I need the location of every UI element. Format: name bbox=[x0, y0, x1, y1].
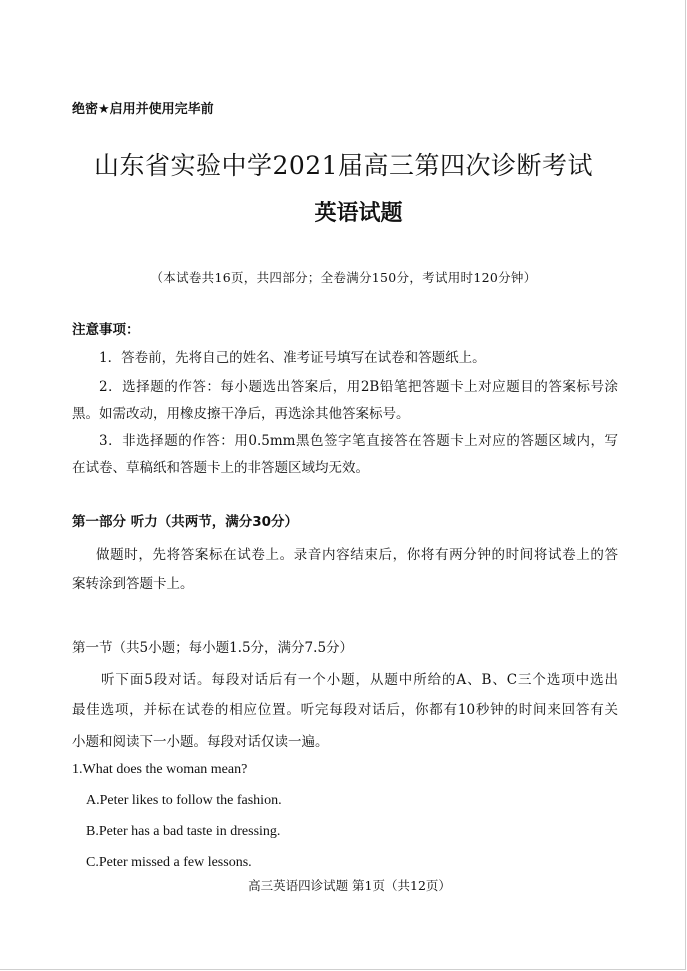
note-item-3-line-1: 3．非选择题的作答：用0.5mm黑色签字笔直接答在答题卡上对应的答题区域内，写 bbox=[99, 433, 618, 449]
note-item-2-line-1: 2．选择题的作答：每小题选出答案后，用2B铅笔把答题卡上对应题目的答案标号涂 bbox=[99, 379, 618, 395]
section1-heading: 第一节（共5小题；每小题1.5分，满分7.5分） bbox=[72, 640, 354, 656]
part1-heading: 第一部分 听力（共两节，满分30分） bbox=[72, 514, 298, 530]
section1-instruction-line-2: 最佳选项，并标在试卷的相应位置。听完每段对话后，你都有10秒钟的时间来回答有关 bbox=[72, 702, 618, 718]
note-item-1: 1．答卷前，先将自己的姓名、准考证号填写在试卷和答题纸上。 bbox=[99, 350, 486, 366]
page-footer: 高三英语四诊试题 第1页（共12页） bbox=[248, 878, 451, 893]
note-item-2-line-2: 黑。如需改动，用橡皮擦干净后，再选涂其他答案标号。 bbox=[72, 406, 410, 422]
section1-instruction-line-3: 小题和阅读下一小题。每段对话仅读一遍。 bbox=[72, 734, 329, 750]
section1-instruction-line-1: 听下面5段对话。每段对话后有一个小题，从题中所给的A、B、C三个选项中选出 bbox=[101, 672, 618, 688]
part1-intro-line-2: 案转涂到答题卡上。 bbox=[72, 576, 194, 592]
question-1-stem: 1.What does the woman mean? bbox=[72, 762, 248, 777]
confidential-notice: 绝密★启用并使用完毕前 bbox=[72, 102, 214, 117]
exam-title: 山东省实验中学2021届高三第四次诊断考试 bbox=[93, 151, 594, 180]
exam-info: （本试卷共16页，共四部分；全卷满分150分，考试用时120分钟） bbox=[150, 270, 537, 285]
exam-subtitle: 英语试题 bbox=[314, 201, 403, 226]
question-1-option-c: C.Peter missed a few lessons. bbox=[86, 855, 252, 870]
question-1-option-a: A.Peter likes to follow the fashion. bbox=[86, 793, 282, 808]
note-item-3-line-2: 在试卷、草稿纸和答题卡上的非答题区域均无效。 bbox=[72, 460, 369, 476]
notes-heading: 注意事项： bbox=[72, 322, 140, 338]
part1-intro-line-1: 做题时，先将答案标在试卷上。录音内容结束后，你将有两分钟的时间将试卷上的答 bbox=[96, 547, 618, 563]
question-1-option-b: B.Peter has a bad taste in dressing. bbox=[86, 824, 281, 839]
